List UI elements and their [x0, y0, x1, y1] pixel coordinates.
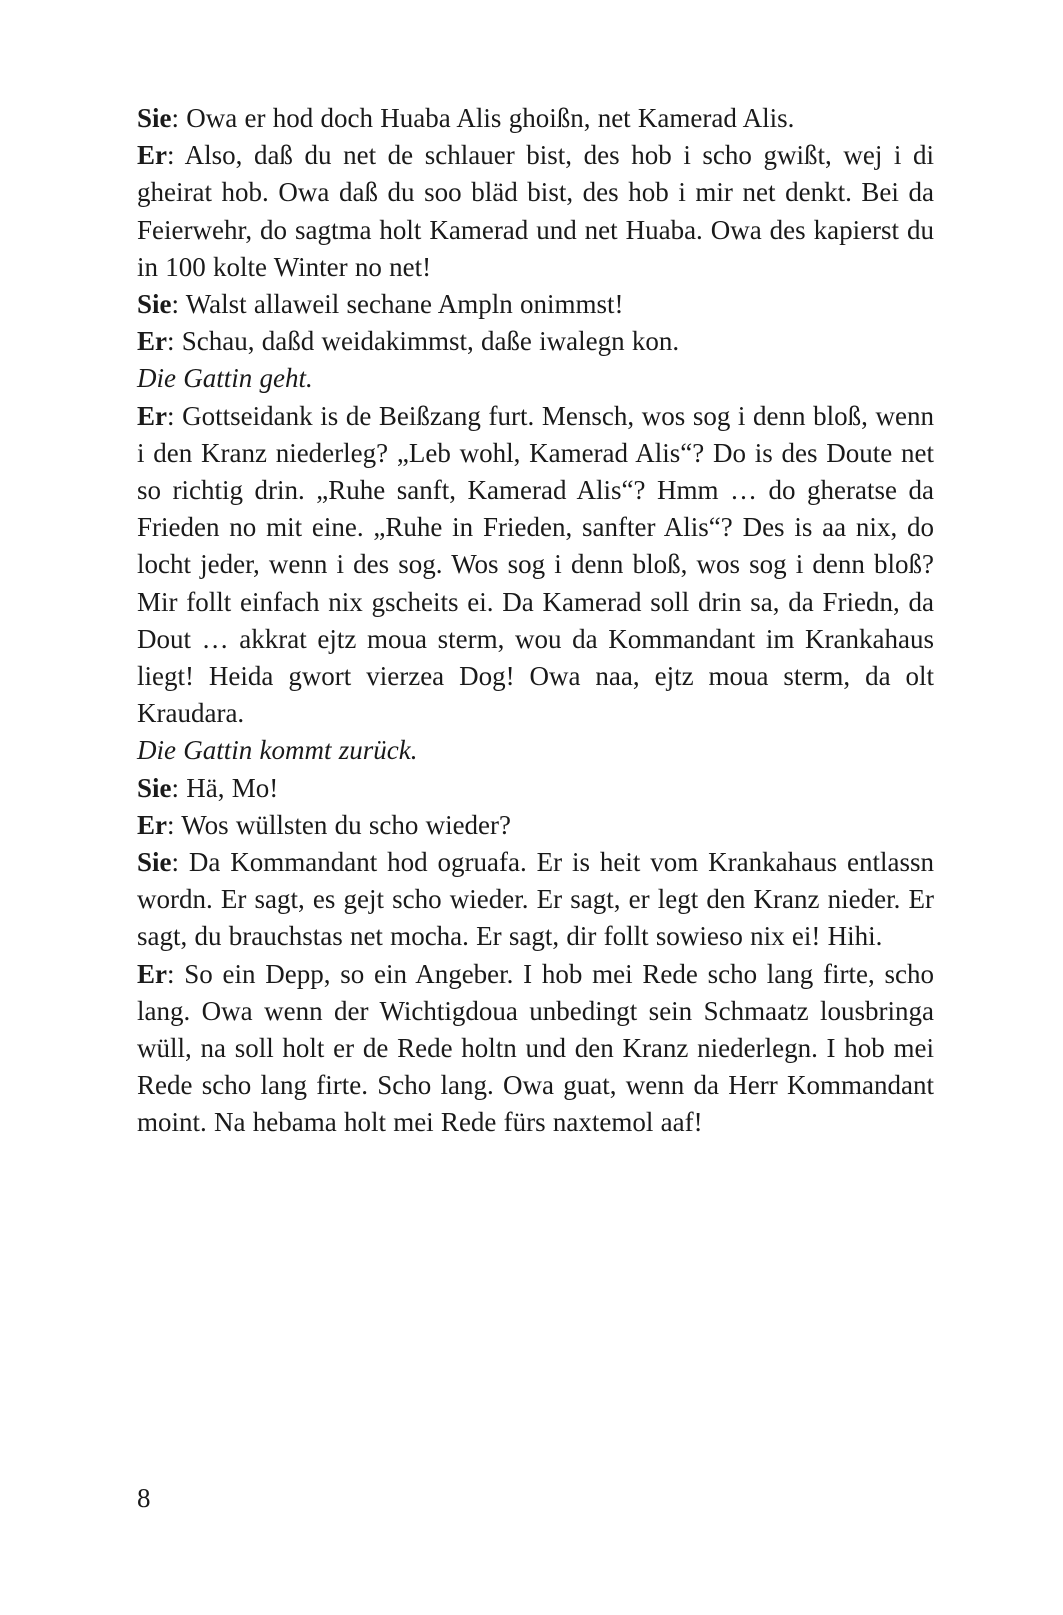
dialogue-text [137, 100, 934, 1142]
dialogue-line [137, 807, 934, 844]
dialogue-line [137, 398, 934, 733]
line-text: : Da Kommandant hod ogruafa. Er is heit vom Krankahaus entlassn wordn. Er sagt, es gejt scho wieder. Er sagt, er legt den Kranz nieder. Er sagt, du brauchstas net mocha. Er sagt, dir follt sowieso nix ei! Hihi. [137, 847, 934, 952]
line-text: : Walst allaweil sechane Ampln onimmst! [171, 289, 624, 320]
line-text: : Schau, daßd weidakimmst, daße iwalegn kon. [167, 326, 680, 357]
speaker-label: Er [137, 140, 167, 171]
speaker-label: Sie [137, 289, 172, 320]
dialogue-line [137, 323, 934, 360]
dialogue-line [137, 844, 934, 956]
speaker-label: Sie [137, 847, 172, 878]
stage-direction: Die Gattin geht. [137, 363, 313, 394]
line-text: : Hä, Mo! [171, 772, 279, 803]
speaker-label: Er [137, 400, 167, 431]
stage-direction: Die Gattin kommt zurück. [137, 735, 418, 766]
line-text: : Owa er hod doch Huaba Alis ghoißn, net Kamerad Alis. [171, 103, 795, 133]
speaker-label: Er [137, 958, 167, 989]
dialogue-line [137, 770, 934, 807]
dialogue-line [137, 100, 934, 137]
line-text: : Also, daß du net de schlauer bist, des hob i scho gwißt, wej i di gheirat hob. Owa daß du soo bläd bist, des hob i mir net denkt. Bei da Feierwehr, do sagtma holt Kamerad und net Huaba. Owa des kapierst du in 100 kolte Winter no net! [137, 140, 934, 282]
page-number: 8 [137, 1483, 151, 1513]
speaker-label: Sie [137, 103, 172, 133]
dialogue-line [137, 286, 934, 323]
dialogue-line [137, 137, 934, 286]
speaker-label: Er [137, 809, 167, 840]
line-text: : Gottseidank is de Beißzang furt. Mensch, wos sog i denn bloß, wenn i den Kranz niederleg? „Leb wohl, Kamerad Alis“? Do is des Doute net so richtig drin. „Ruhe sanft, Kamerad Alis“? Hmm … do gheratse da Frieden no mit eine. „Ruhe in Frieden, sanfter Alis“? Des is aa nix, do locht jeder, wenn i des sog. Wos sog i denn bloß, wos sog i denn bloß? Mir follt einfach nix gscheits ei. Da Kamerad soll drin sa, da Friedn, da Dout … akkrat ejtz moua sterm, wou da Kommandant im Krankahaus liegt! Heida gwort vierzea Dog! Owa naa, ejtz moua sterm, da olt Kraudara. [137, 400, 934, 729]
line-text: : Wos wüllsten du scho wieder? [167, 809, 512, 840]
speaker-label: Sie [137, 772, 172, 803]
dialogue-line [137, 956, 934, 1142]
line-text: : So ein Depp, so ein Angeber. I hob mei Rede scho lang firte, scho lang. Owa wenn der Wichtigdoua unbedingt sein Schmaatz lousbringa wüll, na soll holt er de Rede holtn und den Kranz niederlegn. I hob mei Rede scho lang firte. Scho lang. Owa guat, wenn da Herr Kommandant moint. Na hebama holt mei Rede fürs naxtemol aaf! [137, 958, 934, 1138]
speaker-label: Er [137, 326, 167, 357]
